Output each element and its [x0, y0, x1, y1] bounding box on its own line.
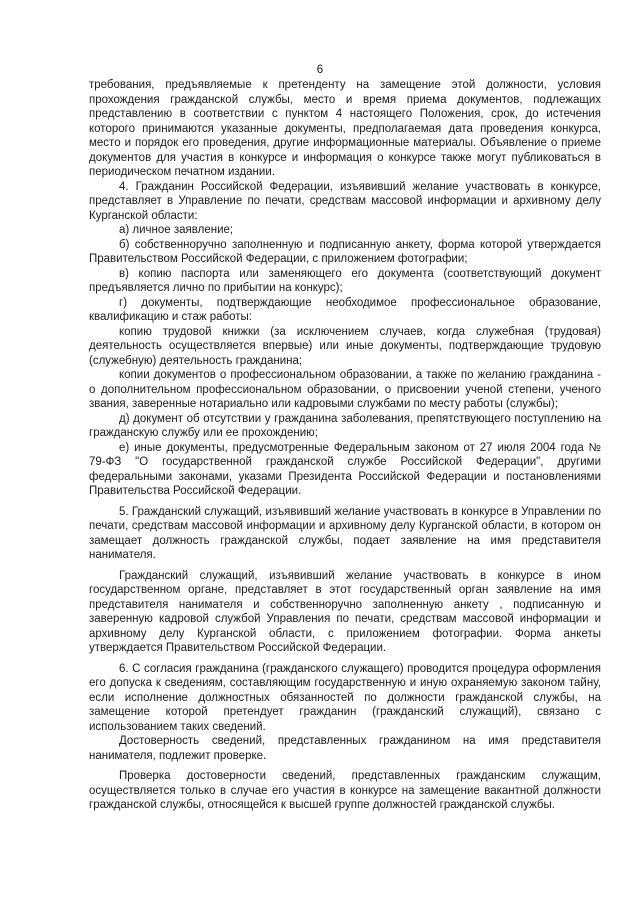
paragraph-subitem-b: б) собственноручно заполненную и подписанную анкету, форма которой утверждается Правительством Российской Федерации, с приложением фотографии;: [89, 238, 601, 265]
paragraph-subitem-a: а) личное заявление;: [119, 224, 234, 236]
paragraph-subitem-d: д) документ об отсутствии у гражданина заболевания, препятствующего поступлению на гражданскую службу или ее прохождению;: [89, 412, 601, 439]
paragraph-other-agency: Гражданский служащий, изъявивший желание участвовать в конкурсе в ином государственном органе, представляет в этот государственный орган заявление на имя представителя нанимателя и собственноручно заполненную анкету , подписанную и заверенную кадровой службой Управления по печати, средствам массовой информации и архивному делу Курганской области, с приложением фотографии. Форма анкеты утверждается Правительством Российской Федерации.: [89, 569, 601, 654]
paragraph-education-copies: копии документов о профессиональном образовании, а также по желанию гражданина - о дополнительном профессиональном образовании, о присвоении ученой степени, ученого звания, заверенные нотариально или кадровыми службами по месту работы (службы);: [89, 369, 601, 410]
paragraph-reliability: Достоверность сведений, представленных гражданином на имя представителя нанимателя, подлежит проверке.: [89, 735, 601, 762]
paragraph-subitem-v: в) копию паспорта или заменяющего его документа (соответствующий документ предъявляется лично по прибытии на конкурс);: [89, 267, 601, 294]
paragraph-labor-book: копию трудовой книжки (за исключением случаев, когда служебная (трудовая) деятельность осуществляется впервые) или иные документы, подтверждающие трудовую (служебную) деятельность гражданина;: [89, 325, 601, 367]
paragraph-item-6: 6. С согласия гражданина (гражданского служащего) проводится процедура оформления его допуска к сведениям, составляющим государственную и иную охраняемую законом тайну, если исполнение должностных обязанностей по должности гражданской службы, на замещение которой претендует гражданин (гражданский служащий), связано с использованием таких сведений.: [89, 662, 601, 733]
paragraph-item-5: 5. Гражданский служащий, изъявивший желание участвовать в конкурсе в Управлении по печати, средствам массовой информации и архивному делу Курганской области, в котором он замещает должность гражданской службы, подает заявление на имя представителя нанимателя.: [89, 505, 601, 561]
paragraph-subitem-g: г) документы, подтверждающие необходимое профессиональное образование, квалификацию и стаж работы:: [89, 296, 601, 323]
paragraph-subitem-e: е) иные документы, предусмотренные Федеральным законом от 27 июля 2004 года № 79-ФЗ "О государственной гражданской службе Российской Федерации", другими федеральными законами, указами Президента Российской Федерации и постановлениями Правительства Российской Федерации.: [89, 441, 601, 497]
document-body: [89, 78, 601, 813]
paragraph-verification: Проверка достоверности сведений, представленных гражданским служащим, осуществляется только в случае его участия в конкурсе на замещение вакантной должности гражданской службы, относящейся к высшей группе должностей гражданской службы.: [89, 770, 601, 811]
page-number: 6: [316, 64, 324, 76]
paragraph-continuation: требования, предъявляемые к претенденту на замещение этой должности, условия прохождения гражданской службы, место и время приема документов, подлежащих представлению в соответствии с пунктом 4 настоящего Положения, срок, до истечения которого принимаются указанные документы, предполагаемая дата проведения конкурса, место и порядок его проведения, другие информационные материалы. Объявление о приеме документов для участия в конкурсе и информация о конкурсе также могут публиковаться в периодическом печатном издании.: [89, 79, 601, 178]
paragraph-item-4: 4. Гражданин Российской Федерации, изъявивший желание участвовать в конкурсе, представляет в Управление по печати, средствам массовой информации и архивному делу Курганской области:: [89, 180, 601, 222]
